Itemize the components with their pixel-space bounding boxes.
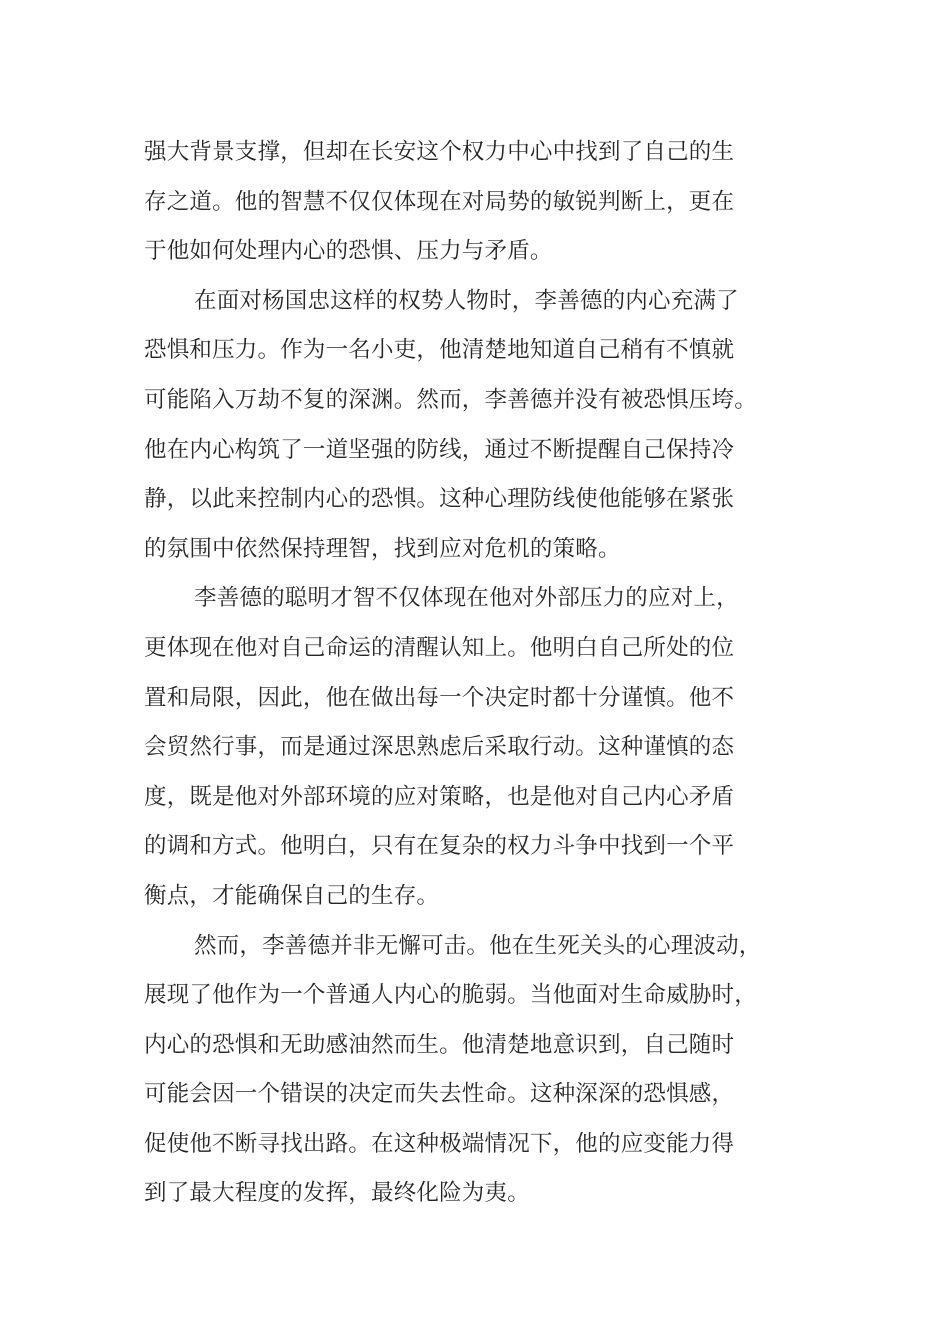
text-line: 度，既是他对外部环境的应对策略，也是他对自己内心矛盾 (144, 783, 735, 810)
text-line: 存之道。他的智慧不仅仅体现在对局势的敏锐判断上，更在 (144, 188, 735, 215)
text-line: 他在内心构筑了一道坚强的防线，通过不断提醒自己保持冷 (144, 436, 735, 463)
text-line: 更体现在他对自己命运的清醒认知上。他明白自己所处的位 (144, 634, 735, 661)
text-line: 于他如何处理内心的恐惧、压力与矛盾。 (144, 238, 553, 265)
body-text (144, 128, 814, 1219)
text-line: 展现了他作为一个普通人内心的脆弱。当他面对生命威胁时， (144, 982, 757, 1009)
text-line: 到了最大程度的发挥，最终化险为夷。 (144, 1180, 530, 1207)
text-line: 可能陷入万劫不复的深渊。然而，李善德并没有被恐惧压垮。 (144, 386, 757, 413)
text-line: 恐惧和压力。作为一名小吏，他清楚地知道自己稍有不慎就 (144, 337, 735, 364)
text-line: 可能会因一个错误的决定而失去性命。这种深深的恐惧感， (144, 1081, 735, 1108)
text-line: 促使他不断寻找出路。在这种极端情况下，他的应变能力得 (144, 1130, 735, 1157)
text-line: 强大背景支撑，但却在长安这个权力中心中找到了自己的生 (144, 139, 735, 165)
text-line: 置和局限，因此，他在做出每一个决定时都十分谨慎。他不 (144, 684, 735, 711)
text-line: 衡点，才能确保自己的生存。 (144, 882, 440, 909)
text-line: 的氛围中依然保持理智，找到应对危机的策略。 (144, 535, 621, 562)
text-line: 静，以此来控制内心的恐惧。这种心理防线使他能够在紧张 (144, 486, 735, 513)
text-line: 会贸然行事，而是通过深思熟虑后采取行动。这种谨慎的态 (144, 734, 735, 761)
text-line: 内心的恐惧和无助感油然而生。他清楚地意识到，自己随时 (144, 1031, 735, 1058)
paragraph-first-line: 在面对杨国忠这样的权势人物时，李善德的内心充满了 (194, 287, 739, 314)
paragraph-first-line: 李善德的聪明才智不仅体现在他对外部压力的应对上， (194, 585, 739, 612)
paragraph-first-line: 然而，李善德并非无懈可击。他在生死关头的心理波动， (194, 932, 762, 959)
text-line: 的调和方式。他明白，只有在复杂的权力斗争中找到一个平 (144, 833, 735, 860)
